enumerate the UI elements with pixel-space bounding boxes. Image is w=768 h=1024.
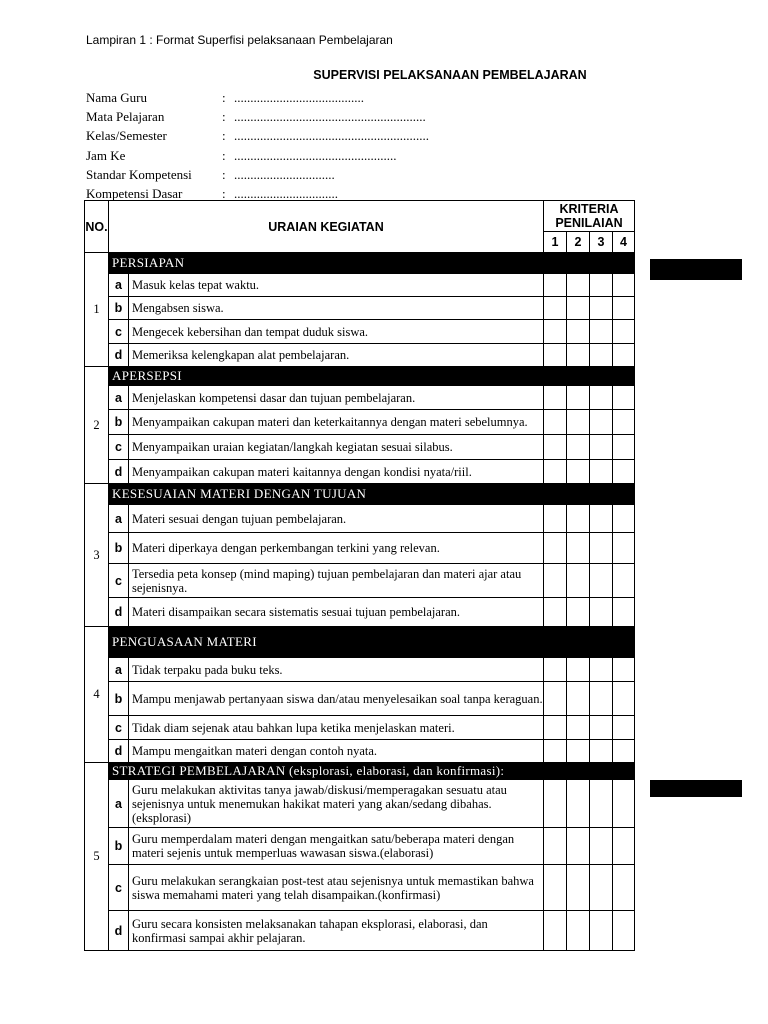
score-cell-1[interactable] xyxy=(544,297,567,320)
table-row xyxy=(85,435,635,460)
table-row xyxy=(85,865,635,911)
table-row xyxy=(85,658,635,682)
score-cell-2[interactable] xyxy=(567,564,590,598)
item-letter: b xyxy=(109,297,129,320)
identity-row xyxy=(86,146,429,165)
identity-block xyxy=(86,88,429,203)
identity-value-field[interactable]: .................................................. xyxy=(234,147,397,163)
score-cell-4[interactable] xyxy=(613,274,635,297)
table-row xyxy=(85,320,635,344)
item-letter: b xyxy=(109,682,129,716)
section-5-header-extension xyxy=(650,780,742,797)
identity-value-field[interactable]: ............................................................ xyxy=(234,128,429,144)
item-description: Menjelaskan kompetensi dasar dan tujuan pembelajaran. xyxy=(129,386,544,410)
score-cell-4[interactable] xyxy=(613,533,635,564)
score-cell-1[interactable] xyxy=(544,533,567,564)
item-description: Guru melakukan serangkaian post-test atau sejenisnya untuk memastikan bahwa siswa memahami materi yang telah disampaikan.(konfirmasi) xyxy=(129,865,544,911)
identity-colon: : xyxy=(222,147,226,163)
table-row xyxy=(85,460,635,484)
section-header-row xyxy=(85,627,635,658)
score-cell-4[interactable] xyxy=(613,460,635,484)
score-cell-2[interactable] xyxy=(567,828,590,865)
section-number: 3 xyxy=(85,484,109,627)
score-cell-4[interactable] xyxy=(613,865,635,911)
score-cell-3[interactable] xyxy=(590,435,613,460)
score-cell-3[interactable] xyxy=(590,865,613,911)
item-description: Materi diperkaya dengan perkembangan terkini yang relevan. xyxy=(129,533,544,564)
score-cell-2[interactable] xyxy=(567,716,590,740)
item-letter: c xyxy=(109,865,129,911)
supervision-table xyxy=(84,200,635,951)
score-cell-4[interactable] xyxy=(613,658,635,682)
item-description: Tidak diam sejenak atau bahkan lupa ketika menjelaskan materi. xyxy=(129,716,544,740)
section-title: KESESUAIAN MATERI DENGAN TUJUAN xyxy=(109,484,635,505)
item-letter: d xyxy=(109,344,129,367)
score-cell-4[interactable] xyxy=(613,598,635,627)
table-row xyxy=(85,716,635,740)
score-cell-3[interactable] xyxy=(590,780,613,828)
table-row xyxy=(85,344,635,367)
score-cell-3[interactable] xyxy=(590,682,613,716)
identity-colon: : xyxy=(222,109,226,125)
score-cell-1[interactable] xyxy=(544,460,567,484)
table-row xyxy=(85,410,635,435)
item-description: Menyampaikan cakupan materi dan keterkaitannya dengan materi sebelumnya. xyxy=(129,410,544,435)
section-title: PERSIAPAN xyxy=(109,253,635,274)
item-description: Memeriksa kelengkapan alat pembelajaran. xyxy=(129,344,544,367)
score-header-1: 1 xyxy=(544,232,567,253)
identity-row xyxy=(86,107,429,126)
score-cell-2[interactable] xyxy=(567,274,590,297)
table-row xyxy=(85,297,635,320)
item-description: Menyampaikan cakupan materi kaitannya dengan kondisi nyata/riil. xyxy=(129,460,544,484)
identity-label: Mata Pelajaran xyxy=(86,109,165,125)
score-cell-2[interactable] xyxy=(567,682,590,716)
item-letter: a xyxy=(109,505,129,533)
item-description: Materi disampaikan secara sistematis sesuai tujuan pembelajaran. xyxy=(129,598,544,627)
score-cell-3[interactable] xyxy=(590,344,613,367)
item-letter: d xyxy=(109,911,129,951)
section-number: 4 xyxy=(85,627,109,763)
document-title: SUPERVISI PELAKSANAAN PEMBELAJARAN xyxy=(313,68,587,82)
section-number: 1 xyxy=(85,253,109,367)
score-cell-2[interactable] xyxy=(567,780,590,828)
score-cell-3[interactable] xyxy=(590,716,613,740)
score-header-4: 4 xyxy=(613,232,635,253)
item-letter: c xyxy=(109,716,129,740)
score-cell-3[interactable] xyxy=(590,658,613,682)
score-cell-2[interactable] xyxy=(567,865,590,911)
score-cell-4[interactable] xyxy=(613,911,635,951)
table-row xyxy=(85,828,635,865)
score-header-2: 2 xyxy=(567,232,590,253)
section-header-row xyxy=(85,367,635,386)
item-letter: b xyxy=(109,533,129,564)
score-cell-2[interactable] xyxy=(567,320,590,344)
table-row xyxy=(85,533,635,564)
score-cell-1[interactable] xyxy=(544,780,567,828)
score-cell-4[interactable] xyxy=(613,410,635,435)
score-cell-1[interactable] xyxy=(544,716,567,740)
score-cell-1[interactable] xyxy=(544,435,567,460)
score-cell-1[interactable] xyxy=(544,274,567,297)
table-row xyxy=(85,386,635,410)
identity-row xyxy=(86,165,429,184)
item-letter: d xyxy=(109,460,129,484)
score-cell-3[interactable] xyxy=(590,274,613,297)
score-cell-3[interactable] xyxy=(590,320,613,344)
score-cell-4[interactable] xyxy=(613,435,635,460)
score-cell-3[interactable] xyxy=(590,297,613,320)
score-cell-4[interactable] xyxy=(613,740,635,763)
identity-row xyxy=(86,88,429,107)
score-cell-3[interactable] xyxy=(590,564,613,598)
identity-label: Standar Kompetensi xyxy=(86,166,192,182)
score-cell-1[interactable] xyxy=(544,320,567,344)
score-cell-3[interactable] xyxy=(590,598,613,627)
item-letter: a xyxy=(109,658,129,682)
column-header-no: NO. xyxy=(85,201,109,253)
item-description: Materi sesuai dengan tujuan pembelajaran. xyxy=(129,505,544,533)
identity-value-field[interactable]: ........................................................... xyxy=(234,109,426,125)
score-cell-3[interactable] xyxy=(590,828,613,865)
item-description: Mengecek kebersihan dan tempat duduk siswa. xyxy=(129,320,544,344)
score-cell-2[interactable] xyxy=(567,598,590,627)
item-description: Guru secara konsisten melaksanakan tahapan eksplorasi, elaborasi, dan konfirmasi sampai akhir pelajaran. xyxy=(129,911,544,951)
score-cell-2[interactable] xyxy=(567,410,590,435)
score-cell-2[interactable] xyxy=(567,533,590,564)
column-header-kriteria: KRITERIA PENILAIAN xyxy=(544,201,635,232)
score-cell-3[interactable] xyxy=(590,460,613,484)
identity-colon: : xyxy=(222,90,226,105)
item-description: Tersedia peta konsep (mind maping) tujuan pembelajaran dan materi ajar atau sejenisnya. xyxy=(129,564,544,598)
item-description: Mampu mengaitkan materi dengan contoh nyata. xyxy=(129,740,544,763)
table-row xyxy=(85,598,635,627)
lampiran-heading: Lampiran 1 : Format Superfisi pelaksanaan Pembelajaran xyxy=(86,33,393,47)
header-row xyxy=(85,201,635,232)
score-cell-2[interactable] xyxy=(567,344,590,367)
table-row xyxy=(85,682,635,716)
table-row xyxy=(85,780,635,828)
table-row xyxy=(85,274,635,297)
item-letter: d xyxy=(109,598,129,627)
score-cell-1[interactable] xyxy=(544,386,567,410)
section-number: 5 xyxy=(85,763,109,951)
section-title: STRATEGI PEMBELAJARAN (eksplorasi, elaborasi, dan konfirmasi): xyxy=(109,763,635,780)
score-cell-4[interactable] xyxy=(613,682,635,716)
section-number: 2 xyxy=(85,367,109,484)
score-cell-1[interactable] xyxy=(544,682,567,716)
item-description: Menyampaikan uraian kegiatan/langkah kegiatan sesuai silabus. xyxy=(129,435,544,460)
score-cell-4[interactable] xyxy=(613,320,635,344)
identity-label: Jam Ke xyxy=(86,147,126,163)
item-description: Guru melakukan aktivitas tanya jawab/diskusi/memperagakan sesuatu atau sejenisnya untuk menemukan hakikat materi yang akan/sedang dibahas. (eksplorasi) xyxy=(129,780,544,828)
item-description: Mengabsen siswa. xyxy=(129,297,544,320)
score-cell-3[interactable] xyxy=(590,533,613,564)
section-title: APERSEPSI xyxy=(109,367,635,386)
score-cell-2[interactable] xyxy=(567,658,590,682)
item-description: Tidak terpaku pada buku teks. xyxy=(129,658,544,682)
score-cell-4[interactable] xyxy=(613,564,635,598)
section-header-row xyxy=(85,763,635,780)
table-row xyxy=(85,505,635,533)
score-cell-1[interactable] xyxy=(544,828,567,865)
item-letter: a xyxy=(109,780,129,828)
score-header-3: 3 xyxy=(590,232,613,253)
score-cell-4[interactable] xyxy=(613,505,635,533)
section-title: PENGUASAAN MATERI xyxy=(109,627,635,658)
score-cell-2[interactable] xyxy=(567,460,590,484)
item-letter: b xyxy=(109,410,129,435)
identity-row xyxy=(86,126,429,145)
identity-label: Kompetensi Dasar xyxy=(86,186,183,202)
score-cell-3[interactable] xyxy=(590,505,613,533)
identity-label: Nama Guru xyxy=(86,90,148,105)
score-cell-1[interactable] xyxy=(544,344,567,367)
identity-colon: : xyxy=(222,166,226,182)
score-cell-3[interactable] xyxy=(590,386,613,410)
score-cell-3[interactable] xyxy=(590,410,613,435)
item-description: Masuk kelas tepat waktu. xyxy=(129,274,544,297)
item-letter: d xyxy=(109,740,129,763)
table-row xyxy=(85,564,635,598)
score-cell-1[interactable] xyxy=(544,564,567,598)
score-cell-2[interactable] xyxy=(567,386,590,410)
score-cell-1[interactable] xyxy=(544,410,567,435)
item-letter: b xyxy=(109,828,129,865)
score-cell-4[interactable] xyxy=(613,828,635,865)
section-1-header-extension xyxy=(650,259,742,280)
score-cell-4[interactable] xyxy=(613,297,635,320)
section-header-row xyxy=(85,253,635,274)
score-cell-4[interactable] xyxy=(613,780,635,828)
table-row xyxy=(85,740,635,763)
identity-value-field[interactable]: ............................... xyxy=(234,166,335,182)
identity-value-field[interactable]: ........................................ xyxy=(234,90,364,105)
identity-label: Kelas/Semester xyxy=(86,128,167,144)
score-cell-4[interactable] xyxy=(613,716,635,740)
score-cell-2[interactable] xyxy=(567,435,590,460)
score-cell-1[interactable] xyxy=(544,740,567,763)
identity-colon: : xyxy=(222,128,226,144)
score-cell-3[interactable] xyxy=(590,740,613,763)
score-cell-1[interactable] xyxy=(544,505,567,533)
item-letter: c xyxy=(109,320,129,344)
score-cell-4[interactable] xyxy=(613,386,635,410)
identity-colon: : xyxy=(222,186,226,202)
score-cell-2[interactable] xyxy=(567,297,590,320)
score-cell-4[interactable] xyxy=(613,344,635,367)
column-header-uraian: URAIAN KEGIATAN xyxy=(109,201,544,253)
score-cell-2[interactable] xyxy=(567,911,590,951)
score-cell-2[interactable] xyxy=(567,505,590,533)
item-description: Guru memperdalam materi dengan mengaitkan satu/beberapa materi dengan materi sejenis untuk memperluas wawasan siswa.(elaborasi) xyxy=(129,828,544,865)
score-cell-1[interactable] xyxy=(544,865,567,911)
score-cell-1[interactable] xyxy=(544,598,567,627)
table-row xyxy=(85,911,635,951)
item-letter: c xyxy=(109,435,129,460)
item-letter: c xyxy=(109,564,129,598)
item-description: Mampu menjawab pertanyaan siswa dan/atau menyelesaikan soal tanpa keraguan. xyxy=(129,682,544,716)
item-letter: a xyxy=(109,386,129,410)
score-cell-3[interactable] xyxy=(590,911,613,951)
score-cell-1[interactable] xyxy=(544,911,567,951)
identity-value-field[interactable]: ................................ xyxy=(234,186,338,202)
score-cell-2[interactable] xyxy=(567,740,590,763)
section-header-row xyxy=(85,484,635,505)
item-letter: a xyxy=(109,274,129,297)
score-cell-1[interactable] xyxy=(544,658,567,682)
